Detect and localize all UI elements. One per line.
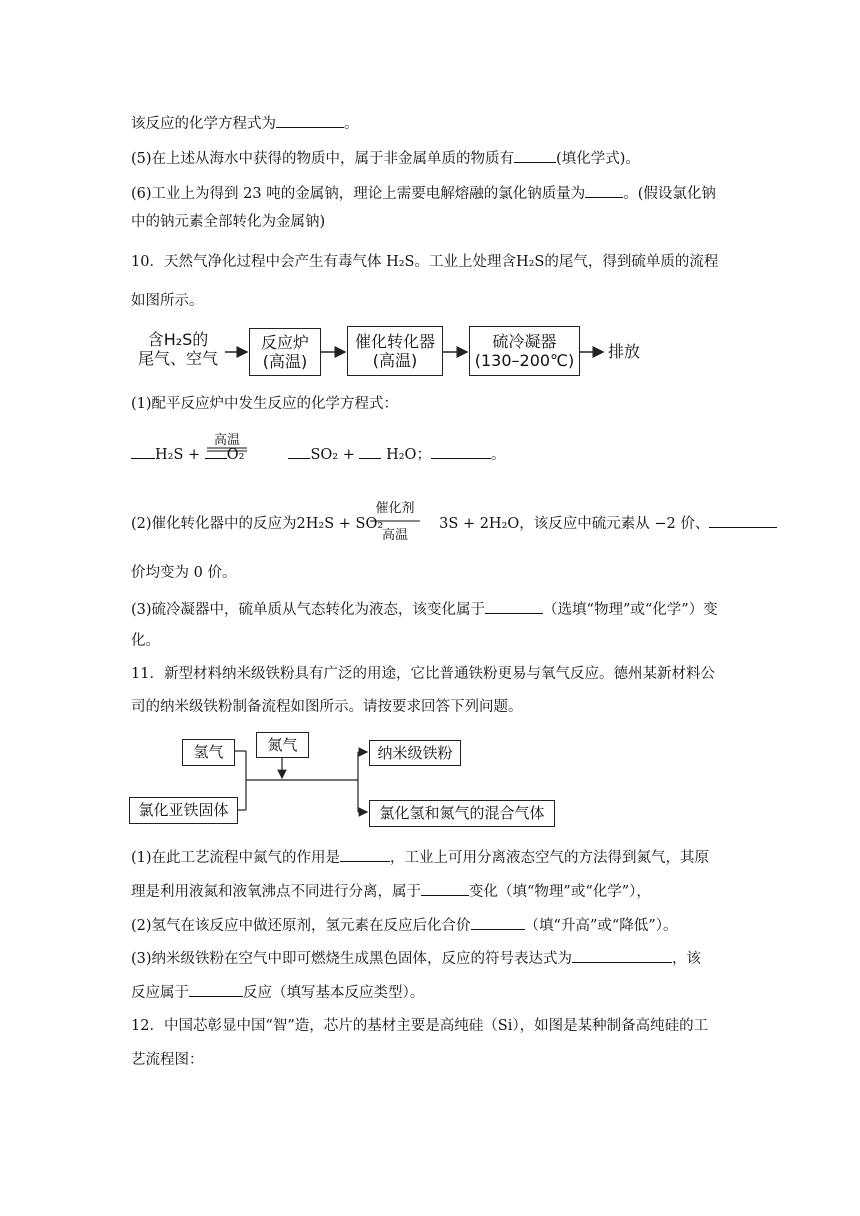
text: 反应属于 xyxy=(131,985,189,1001)
text: 的尾气，得到硫单质的流程 xyxy=(544,254,719,270)
catalyst-label: 催化剂 xyxy=(375,501,415,516)
text: H₂O； xyxy=(386,447,431,463)
text: (2)催化转化器中的反应为 xyxy=(131,516,297,532)
question-10-part-3-continued: 化。 xyxy=(131,633,160,649)
text: 。(假设氯化钠 xyxy=(623,186,716,202)
text: 硫冷凝器 xyxy=(492,332,557,351)
text: 。 xyxy=(344,116,359,132)
text: 理是利用液氮和液氧沸点不同进行分离，属于 xyxy=(131,884,421,900)
question-11-part-1 xyxy=(131,846,709,868)
text: (1)在此工艺流程中氮气的作用是 xyxy=(131,850,341,866)
text: 含H₂S的 xyxy=(147,330,209,349)
text: 。工业上处理含 xyxy=(414,254,516,270)
text: （填“升高”或“降低”）。 xyxy=(524,918,678,934)
text: H₂S + xyxy=(155,447,201,463)
text: 反应（填写基本反应类型）。 xyxy=(243,985,425,1001)
text: 。 xyxy=(490,447,506,463)
text: 该反应的化学方程式为 xyxy=(131,116,276,132)
question-12-stem: 12．中国芯彰显中国“智”造，芯片的基材主要是高纯硅（Si），如图是某种制备高纯硅的工 xyxy=(131,1018,709,1034)
question-11-part-2 xyxy=(131,914,677,936)
question-10-part-2-continued: 价均变为 0 价。 xyxy=(131,565,237,581)
condition-label: 高温 xyxy=(213,433,240,448)
text: (3)硫冷凝器中，硫单质从气态转化为液态，该变化属于 xyxy=(131,602,486,618)
ferrous-chloride-box: 氯化亚铁固体 xyxy=(129,797,238,824)
formula: H₂S xyxy=(386,254,415,270)
text: (5)在上述从海水中获得的物质中，属于非金属单质的物质有 xyxy=(131,151,515,167)
gas-mixture-box: 氯化氢和氮气的混合气体 xyxy=(369,800,555,827)
answer-blank[interactable] xyxy=(572,947,672,963)
answer-blank[interactable] xyxy=(189,981,243,997)
text: (高温) xyxy=(262,352,308,371)
formula: H₂S xyxy=(515,254,545,270)
text: (2)氢气在该反应中做还原剂，氢元素在反应后化合价 xyxy=(131,918,471,934)
flow-output-label: 排放 xyxy=(608,342,641,361)
question-11-part-3-continued xyxy=(131,981,424,1003)
text: SO₂ + xyxy=(310,447,355,463)
question-10-stem-continued: 如图所示。 xyxy=(131,293,204,309)
text: （选填“物理”或“化学”）变 xyxy=(543,602,718,618)
text: 10．天然气净化过程中会产生有毒气体 xyxy=(131,254,382,270)
text: (130–200℃) xyxy=(474,351,575,370)
text: (3)纳米级铁粉在空气中即可燃烧生成黑色固体，反应的符号表达式为 xyxy=(131,951,573,967)
text: ，该 xyxy=(672,951,702,967)
question-6-continued: 中的钠元素全部转化为金属钠) xyxy=(131,214,326,230)
text: (填化学式)。 xyxy=(556,151,640,167)
nano-iron-box: 纳米级铁粉 xyxy=(369,740,461,766)
question-12-stem-continued: 艺流程图： xyxy=(131,1052,204,1068)
text: ，该反应中硫元素从 −2 价、 xyxy=(519,516,710,532)
text: ，工业上可用分离液态空气的方法得到氮气，其原 xyxy=(390,850,710,866)
text: O₂ xyxy=(226,447,245,463)
text: 2H₂S + SO₂ xyxy=(296,516,384,532)
text: (6)工业上为得到 23 吨的金属钠，理论上需要电解熔融的氯化钠质量为 xyxy=(131,186,586,202)
question-11-stem-continued: 司的纳米级铁粉制备流程如图所示。请按要求回答下列问题。 xyxy=(131,699,523,715)
question-11-part-3 xyxy=(131,947,701,969)
answer-blank[interactable] xyxy=(421,880,469,896)
nitrogen-box: 氮气 xyxy=(256,732,309,758)
question-11-stem: 11．新型材料纳米级铁粉具有广泛的用途，它比普通铁粉更易与氧气反应。德州某新材料公 xyxy=(131,666,715,682)
text: 反应炉 xyxy=(260,333,309,352)
text: 3S + 2H₂O xyxy=(439,516,520,532)
question-10-part-1: (1)配平反应炉中发生反应的化学方程式： xyxy=(131,396,399,412)
text: (高温) xyxy=(372,351,418,370)
text: 变化（填“物理”或“化学”）， xyxy=(469,884,651,900)
answer-blank[interactable] xyxy=(340,846,390,862)
hydrogen-box: 氢气 xyxy=(182,739,235,766)
text: 催化转化器 xyxy=(354,332,435,351)
answer-blank[interactable] xyxy=(471,914,525,930)
condition-label: 高温 xyxy=(381,528,408,543)
question-11-part-1-continued xyxy=(131,880,651,902)
text: 尾气、空气 xyxy=(137,349,218,368)
